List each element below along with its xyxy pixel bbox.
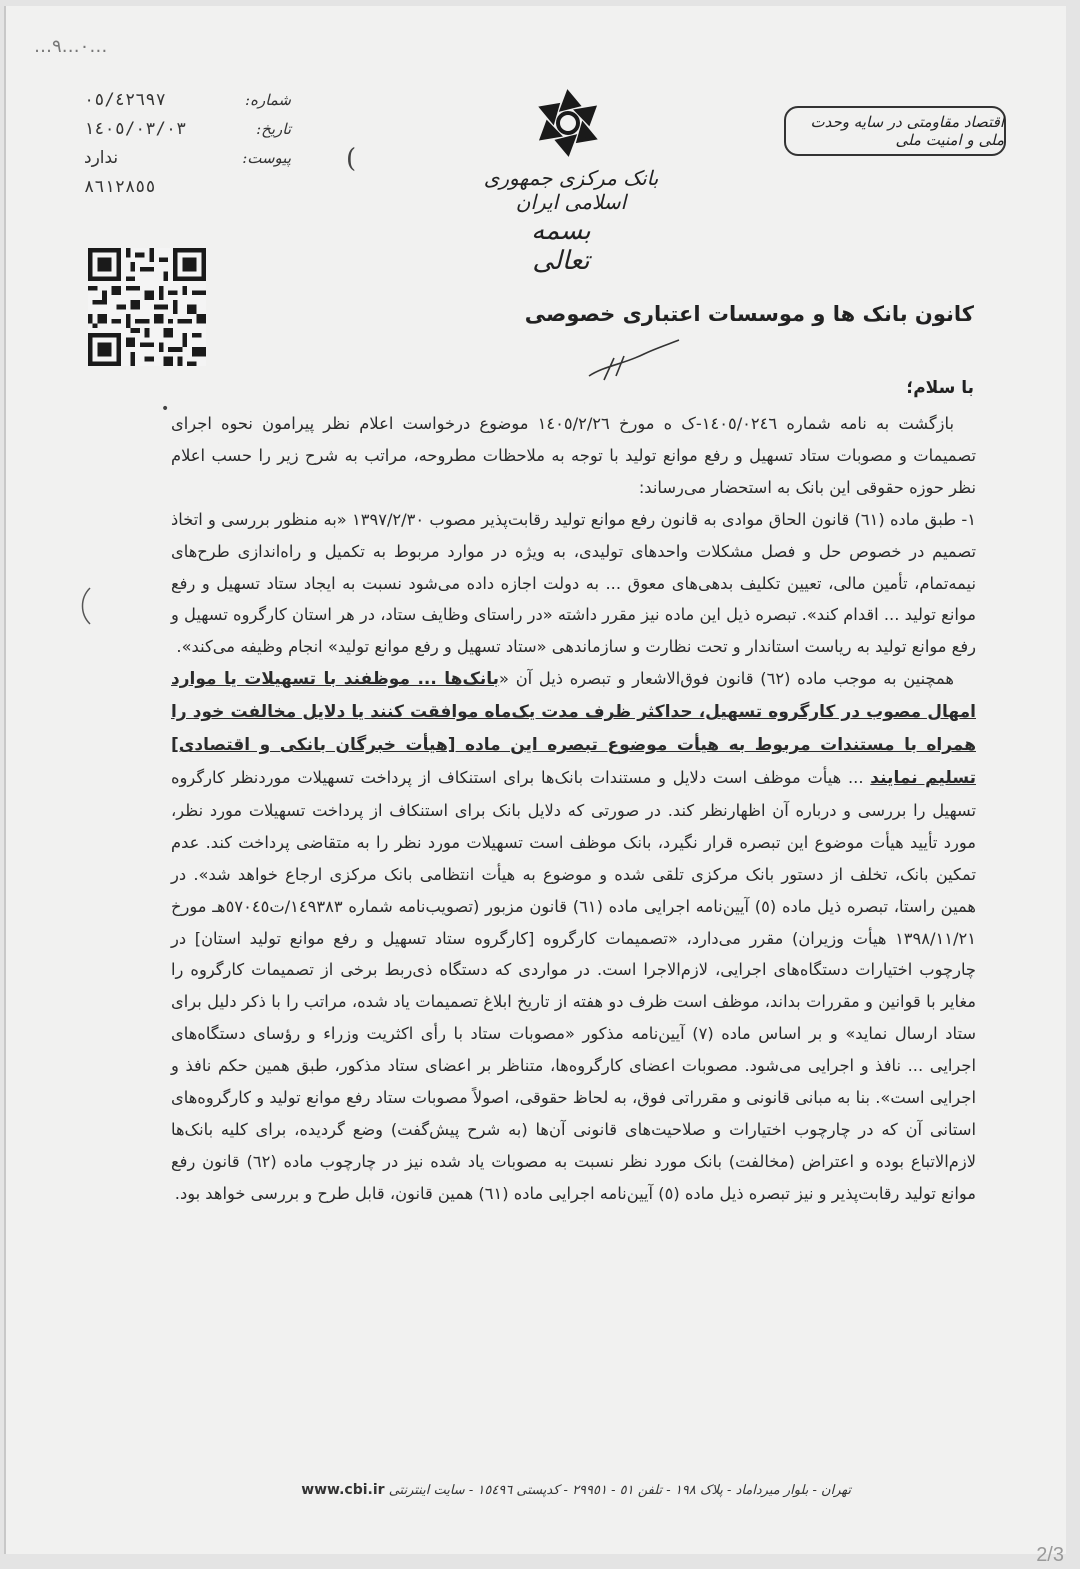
salutation: با سلام؛ [906,378,974,398]
number-label: شماره: [245,91,291,109]
footer-address-text: تهران - بلوار میرداماد - پلاک ١٩٨ - تلفن ٥١ - ٢٩٩٥١ - کدپستی ١٥٤٩٦ - سایت اینترنتی [388,1483,851,1498]
margin-bracket-mark [76,586,96,626]
letter-number: ٠٥/٤٢٦٩٧ [84,90,166,110]
slogan-stamp: اقتصاد مقاومتی در سایه وحدت ملی و امنیت ملی [784,106,1006,156]
letter-body [171,408,976,1210]
bismillah-heading: بسمه تعالی [531,216,591,276]
article-62-intro: همچنین به موجب ماده (٦٢) قانون فوق‌الاشعار و تبصره ذیل آن « [499,669,955,689]
margin-dot: • [161,401,170,417]
qr-code-icon [88,248,206,366]
central-bank-logo-icon [533,88,603,158]
letter-attachment: ندارد [84,148,119,168]
article-62-rest: ... هیأت موظف است دلایل و مستندات بانک‌ها برای استنکاف از پرداخت تسهیلات موردنظر کارگروه تسهیل را بررسی و درباره آن اظهارنظر کند. در صورتی که دلایل بانک برای استنکاف از پرداخت تسهیلات مورد نظر، مورد تأیید هیأت موضوع این تبصره قرار نگیرد، بانک موظف است تسهیلات مورد نظر را به متقاضی پرداخت کند. عدم تمکین بانک، تخلف از دستور بانک مرکزی تلقی شده و موضوع به هیأت انتظامی بانک مرکزی ارجاع خواهد شد». در همین راستا، تبصره ذیل ماده (٥) آیین‌نامه اجرایی ماده (٦١) قانون مزبور (تصویب‌نامه شماره ١٤٩٣٨٣/ت٥٧٠٤٥هـ مورخ ١٣٩٨/١١/٢١ هیأت وزیران) مقرر می‌دارد، «تصمیمات کارگروه [کارگروه ستاد تسهیل و رفع موانع تولید استان] در چارچوب اختیارات دستگاه‌های اجرایی، لازم‌الاجرا است. در مواردی که دستگاه ذی‌ربط برخی از تصمیمات کارگروه را مغایر با قوانین و مقررات بداند، موظف است ظرف دو هفته از تاریخ ابلاغ تصمیمات یاد شده، مراتب را با ذکر دلیل برای ستاد ارسال نماید» و بر اساس ماده (٧) آیین‌نامه مذکور «مصوبات ستاد با رأی اکثریت وزراء و رؤسای دستگاه‌های اجرایی ... نافذ و اجرایی می‌شود. مصوبات اعضای کارگروه‌ها، متناظر بر اعضای ستاد مذکور، طبق همین حکم نافذ و اجرایی است». بنا به مبانی قانونی و مقرراتی فوق، به لحاظ حقوقی، اصولاً مصوبات ستاد رفع موانع تولید و کارگروه‌های استانی آن که در چارچوب اختیارات و صلاحیت‌های قانونی آن‌ها (به شرح پیش‌گفت) وضع گردیده، برای کلیه بانک‌ها لازم‌الاتباع بوده و اعتراض (مخالفت) بانک مورد نظر نسبت به مصوبات یاد شده نیز در چارچوب ماده (٦٢) قانون رفع موانع تولید رقابت‌پذیر و نیز تبصره ذیل ماده (٥) آیین‌نامه اجرایی ماده (٦١) همین قانون، قابل طرح و بررسی خواهد بود. [171,767,976,1203]
letter-meta-values [84,86,194,202]
paragraph-article-61: ١- طبق ماده (٦١) قانون الحاق موادی به قانون رفع موانع تولید رقابت‌پذیر مصوب ١٣٩٧/٢/٣٠ «به منظور بررسی و اتخاذ تصمیم در خصوص حل و فصل مشکلات واحدهای تولیدی، به ویژه در موارد مربوط به تکمیل و راه‌اندازی طرح‌های نیمه‌تمام، تأمین مالی، تعیین تکلیف بدهی‌های معوق ... به دولت اجازه داده می‌شود نسبت به ایجاد ستاد تسهیل و رفع موانع تولید ... اقدام کند». تبصره ذیل این ماده نیز مقرر داشته «در راستای وظایف ستاد، در هر استان کارگروه تسهیل و رفع موانع تولید به ریاست استاندار و تحت نظارت و سازماندهی «ستاد تسهیل و رفع موانع تولید» انجام وظیفه می‌کند». [171,509,976,657]
handwritten-paren-mark: ( [346,144,357,174]
paragraph-reference: بازگشت به نامه شماره ١٤٠٥/٠٢٤٦-ک ه مورخ ١٤٠٥/٢/٢٦ موضوع درخواست اعلام نظر پیرامون نحوه اجرای تصمیمات و مصوبات ستاد تسهیل و رفع موانع تولید با توجه به ملاحظات مطروحه، مراتب به شرح زیر را حسب اعلام نظر حوزه حقوقی این بانک به استحضار می‌رساند: [171,414,976,497]
letter-meta-labels [231,86,291,173]
footer-website-link[interactable]: www.cbi.ir [301,1482,385,1498]
bank-name-heading: بانک مرکزی جمهوری اسلامی ایران [483,166,659,214]
recipient-line: کانون بانک ها و موسسات اعتباری خصوصی [524,302,974,326]
footer-address [301,1482,851,1498]
paragraph-article-62 [171,663,976,1209]
corner-scan-mark: …٠…٩… [34,36,108,57]
letter-code: ٨٦١٢٨٥٥ [84,177,156,197]
article-62-emphasis: بانک‌ها ... موظفند با تسهیلات یا موارد امهال مصوب در کارگروه تسهیل، حداکثر ظرف مدت یک‌ماه موافقت کنند یا دلایل مخالفت خود را همراه با مستندات مربوط به هیأت موضوع تبصره این ماده [هیأت خبرگان بانکی و اقتصادی] تسلیم نمایند [171,669,976,788]
initials-signature [584,336,684,386]
page-indicator: 2/3 [1036,1544,1064,1566]
attachment-label: پیوست: [242,149,291,167]
letter-page [4,6,1066,1554]
letter-date: ١٤٠٥/٠٣/٠٣ [84,119,187,139]
date-label: تاریخ: [256,120,291,138]
